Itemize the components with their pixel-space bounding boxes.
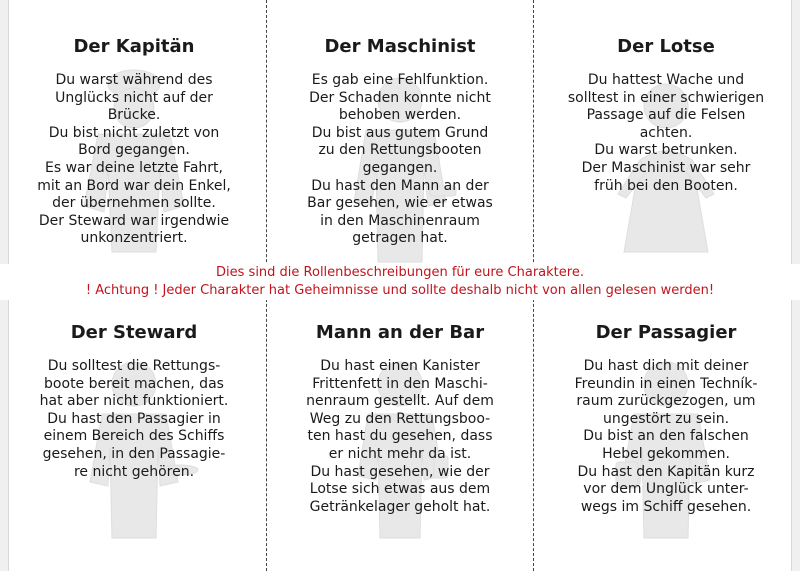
role-card-mann-an-der-bar [269,322,531,516]
role-card-kapitaen [3,36,265,248]
card-title: Der Kapitän [73,36,195,57]
role-card-steward [3,322,265,481]
card-text: Du hast einen Kanister Frittenfett in den Maschi- nenraum gestellt. Auf dem Weg zu den Rettungsboo- ten hast du gesehen, dass er nicht mehr da ist. Du hast gesehen, wie der Lotse sich etwas aus dem Getränkelager geholt hat. [306,358,494,515]
notice-line-warning: ! Achtung ! Jeder Charakter hat Geheimnisse und sollte deshalb nicht von allen gelesen werden! [85,283,715,298]
notice-banner [0,264,800,300]
card-title: Der Lotse [617,36,715,57]
card-title: Der Maschinist [324,36,476,57]
card-title: Der Passagier [595,322,737,343]
notice-line-info: Dies sind die Rollenbeschreibungen für eure Charaktere. [216,265,584,280]
role-card-maschinist [269,36,531,248]
card-title: Der Steward [70,322,198,343]
card-text: Es gab eine Fehlfunktion. Der Schaden konnte nicht behoben werden. Du bist aus gutem Grund zu den Rettungsbooten gegangen. Du hast den Mann an der Bar gesehen, wie er etwas in den Maschinenraum getragen hat. [307,72,493,247]
card-text: Du hast dich mit deiner Freundin in einen Techník- raum zurückgezogen, um ungestört zu sein. Du bist an den falschen Hebel gekommen. Du hast den Kapitän kurz vor dem Unglück unter- wegs im Schiff gesehen. [574,358,758,515]
card-text: Du solltest die Rettungs- boote bereit machen, das hat aber nicht funktioniert. Du hast den Passagier in einem Bereich des Schiffs gesehen, in den Passagie- re nicht gehören. [39,358,229,480]
card-text: Du warst während des Unglücks nicht auf der Brücke. Du bist nicht zuletzt von Bord gegangen. Es war deine letzte Fahrt, mit an Bord war dein Enkel, der übernehmen sollte. Der Steward war irgendwie unkonzentriert. [37,72,231,247]
role-card-passagier [535,322,797,516]
card-text: Du hattest Wache und solltest in einer schwierigen Passage auf die Felsen achten. Du warst betrunken. Der Maschinist war sehr früh bei den Booten. [567,72,765,194]
card-title: Mann an der Bar [315,322,485,343]
role-card-lotse [535,36,797,195]
